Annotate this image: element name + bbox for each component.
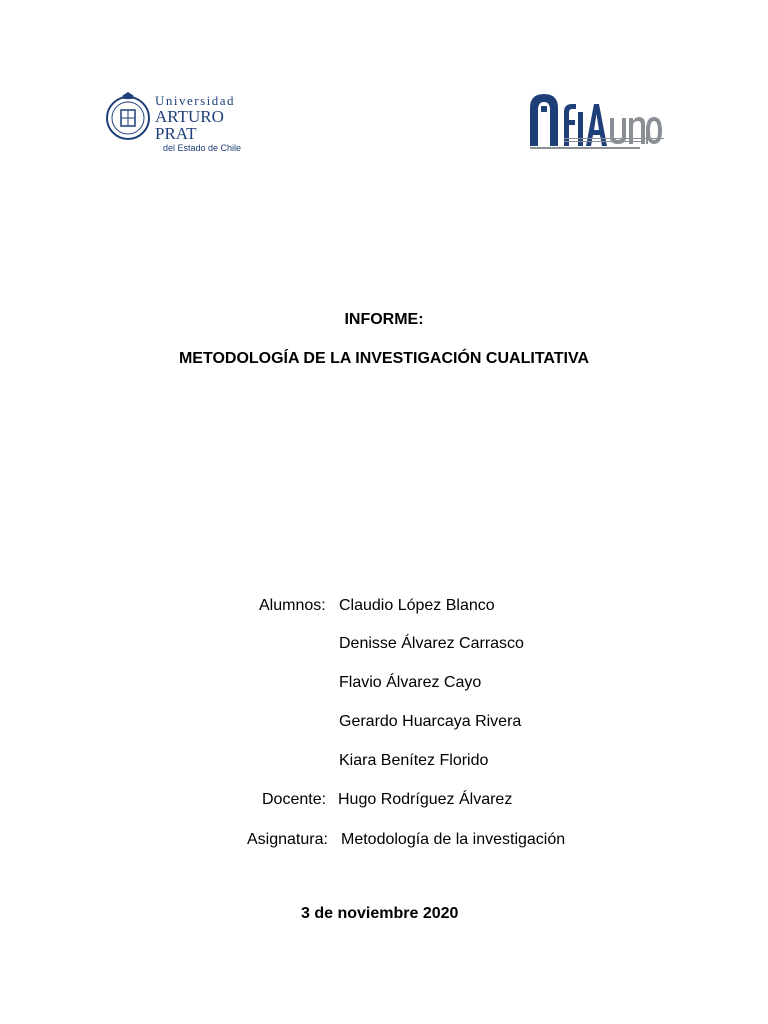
logo-left-line2: ARTURO PRAT: [155, 107, 224, 143]
logo-fia-unap: [528, 90, 668, 150]
student-name: Kiara Benítez Florido: [339, 752, 489, 769]
teacher-label: Docente:: [262, 791, 327, 808]
university-seal-icon: [105, 90, 151, 142]
student-name: Gerardo Huarcaya Rivera: [339, 713, 522, 730]
fia-unap-logo-icon: [528, 90, 668, 150]
students-label: Alumnos:: [259, 597, 326, 614]
logo-universidad-arturo-prat: [105, 90, 265, 153]
student-name: Denisse Álvarez Carrasco: [339, 635, 524, 652]
teacher-name: Hugo Rodríguez Álvarez: [338, 791, 513, 808]
document-date: 3 de noviembre 2020: [301, 905, 459, 922]
student-name: Flavio Álvarez Cayo: [339, 674, 482, 691]
document-heading: INFORME:: [344, 311, 424, 328]
subject-name: Metodología de la investigación: [341, 831, 566, 848]
document-title: METODOLOGÍA DE LA INVESTIGACIÓN CUALITATIVA: [178, 350, 590, 367]
logo-left-line1: Universidad: [155, 93, 236, 108]
student-name: Claudio López Blanco: [339, 597, 495, 614]
subject-label: Asignatura:: [247, 831, 328, 848]
logo-left-line3: del Estado de Chile: [163, 143, 242, 153]
